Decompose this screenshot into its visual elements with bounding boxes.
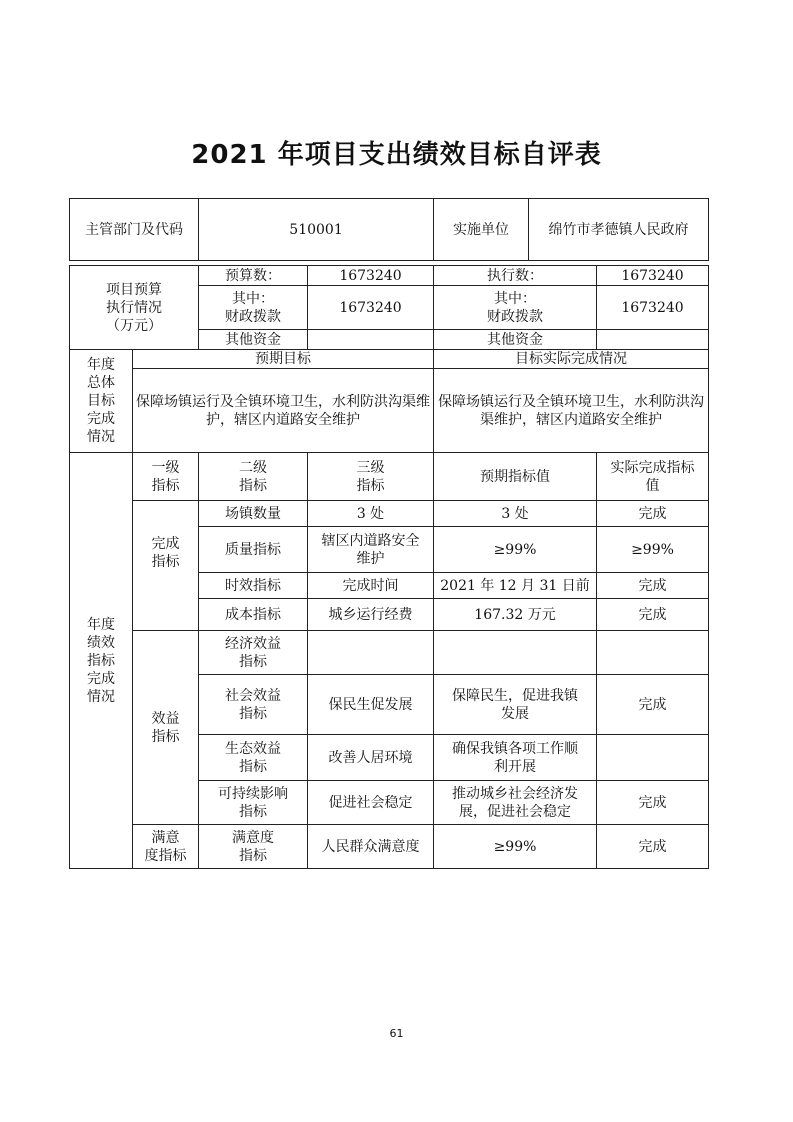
expected-goal-header: 预期目标 bbox=[133, 350, 434, 369]
fiscal-exec-label: 其中： 财政拨款 bbox=[434, 286, 597, 330]
fiscal-label: 其中： 财政拨款 bbox=[199, 286, 308, 330]
level3-cell: 促进社会稳定 bbox=[308, 781, 434, 825]
level3-cell: 辖区内道路安全 维护 bbox=[308, 527, 434, 573]
level2-cell: 满意度 指标 bbox=[199, 825, 308, 869]
actual-cell: 完成 bbox=[597, 781, 709, 825]
page-title: 2021 年项目支出绩效目标自评表 bbox=[191, 140, 602, 170]
other-exec-label: 其他资金 bbox=[434, 330, 597, 350]
expected-goal-text: 保障场镇运行及全镇环境卫生，水利防洪沟渠维护，辖区内道路安全维护 bbox=[133, 369, 434, 453]
page-number: 61 bbox=[389, 1027, 404, 1040]
other-exec-value bbox=[597, 330, 709, 350]
table-row bbox=[70, 501, 709, 527]
actual-cell: 完成 bbox=[597, 675, 709, 735]
level3-cell: 人民群众满意度 bbox=[308, 825, 434, 869]
unit-label: 实施单位 bbox=[434, 199, 529, 261]
level3-cell: 3 处 bbox=[308, 501, 434, 527]
actual-cell: 完成 bbox=[597, 573, 709, 599]
level3-cell: 保民生促发展 bbox=[308, 675, 434, 735]
level3-cell bbox=[308, 631, 434, 675]
completion-label: 完成 指标 bbox=[133, 501, 199, 631]
col-actual: 实际完成指标 值 bbox=[597, 453, 709, 501]
benefit-label: 效益 指标 bbox=[133, 631, 199, 825]
col-level3: 三级 指标 bbox=[308, 453, 434, 501]
actual-cell: 完成 bbox=[597, 825, 709, 869]
actual-goal-header: 目标实际完成情况 bbox=[434, 350, 709, 369]
level2-cell: 可持续影响 指标 bbox=[199, 781, 308, 825]
exec-label: 执行数： bbox=[434, 266, 597, 286]
col-level2: 二级 指标 bbox=[199, 453, 308, 501]
budget-value: 1673240 bbox=[308, 266, 434, 286]
satisfaction-label: 满意 度指标 bbox=[133, 825, 199, 869]
level2-cell: 生态效益 指标 bbox=[199, 735, 308, 781]
expected-cell: 保障民生，促进我镇 发展 bbox=[434, 675, 597, 735]
expected-cell bbox=[434, 631, 597, 675]
actual-cell bbox=[597, 735, 709, 781]
indicators-section-label: 年度 绩效 指标 完成 情况 bbox=[70, 453, 133, 869]
actual-cell: ≥99% bbox=[597, 527, 709, 573]
level3-cell: 改善人居环境 bbox=[308, 735, 434, 781]
level3-cell: 城乡运行经费 bbox=[308, 599, 434, 631]
expected-cell: 确保我镇各项工作顺 利开展 bbox=[434, 735, 597, 781]
actual-cell: 完成 bbox=[597, 599, 709, 631]
expected-cell: ≥99% bbox=[434, 825, 597, 869]
dept-code: 510001 bbox=[199, 199, 434, 261]
col-level1: 一级 指标 bbox=[133, 453, 199, 501]
table-row bbox=[70, 825, 709, 869]
table-row bbox=[70, 631, 709, 675]
exec-value: 1673240 bbox=[597, 266, 709, 286]
other-label: 其他资金 bbox=[199, 330, 308, 350]
actual-cell: 完成 bbox=[597, 501, 709, 527]
level2-cell: 社会效益 指标 bbox=[199, 675, 308, 735]
expected-cell: 2021 年 12 月 31 日前 bbox=[434, 573, 597, 599]
expected-cell: 推动城乡社会经济发 展，促进社会稳定 bbox=[434, 781, 597, 825]
col-expected: 预期指标值 bbox=[434, 453, 597, 501]
fiscal-exec-value: 1673240 bbox=[597, 286, 709, 330]
level2-cell: 成本指标 bbox=[199, 599, 308, 631]
unit-value: 绵竹市孝德镇人民政府 bbox=[529, 199, 709, 261]
performance-table bbox=[69, 198, 709, 869]
expected-cell: 167.32 万元 bbox=[434, 599, 597, 631]
budget-label: 预算数： bbox=[199, 266, 308, 286]
expected-cell: 3 处 bbox=[434, 501, 597, 527]
dept-label: 主管部门及代码 bbox=[70, 199, 199, 261]
actual-cell bbox=[597, 631, 709, 675]
goals-section-label: 年度 总体 目标 完成 情况 bbox=[70, 350, 133, 453]
level2-cell: 质量指标 bbox=[199, 527, 308, 573]
fiscal-budget-value: 1673240 bbox=[308, 286, 434, 330]
level3-cell: 完成时间 bbox=[308, 573, 434, 599]
budget-section-label: 项目预算 执行情况 （万元） bbox=[70, 266, 199, 350]
other-budget-value bbox=[308, 330, 434, 350]
expected-cell: ≥99% bbox=[434, 527, 597, 573]
actual-goal-text: 保障场镇运行及全镇环境卫生，水利防洪沟渠维护，辖区内道路安全维护 bbox=[434, 369, 709, 453]
level2-cell: 时效指标 bbox=[199, 573, 308, 599]
level2-cell: 场镇数量 bbox=[199, 501, 308, 527]
level2-cell: 经济效益 指标 bbox=[199, 631, 308, 675]
